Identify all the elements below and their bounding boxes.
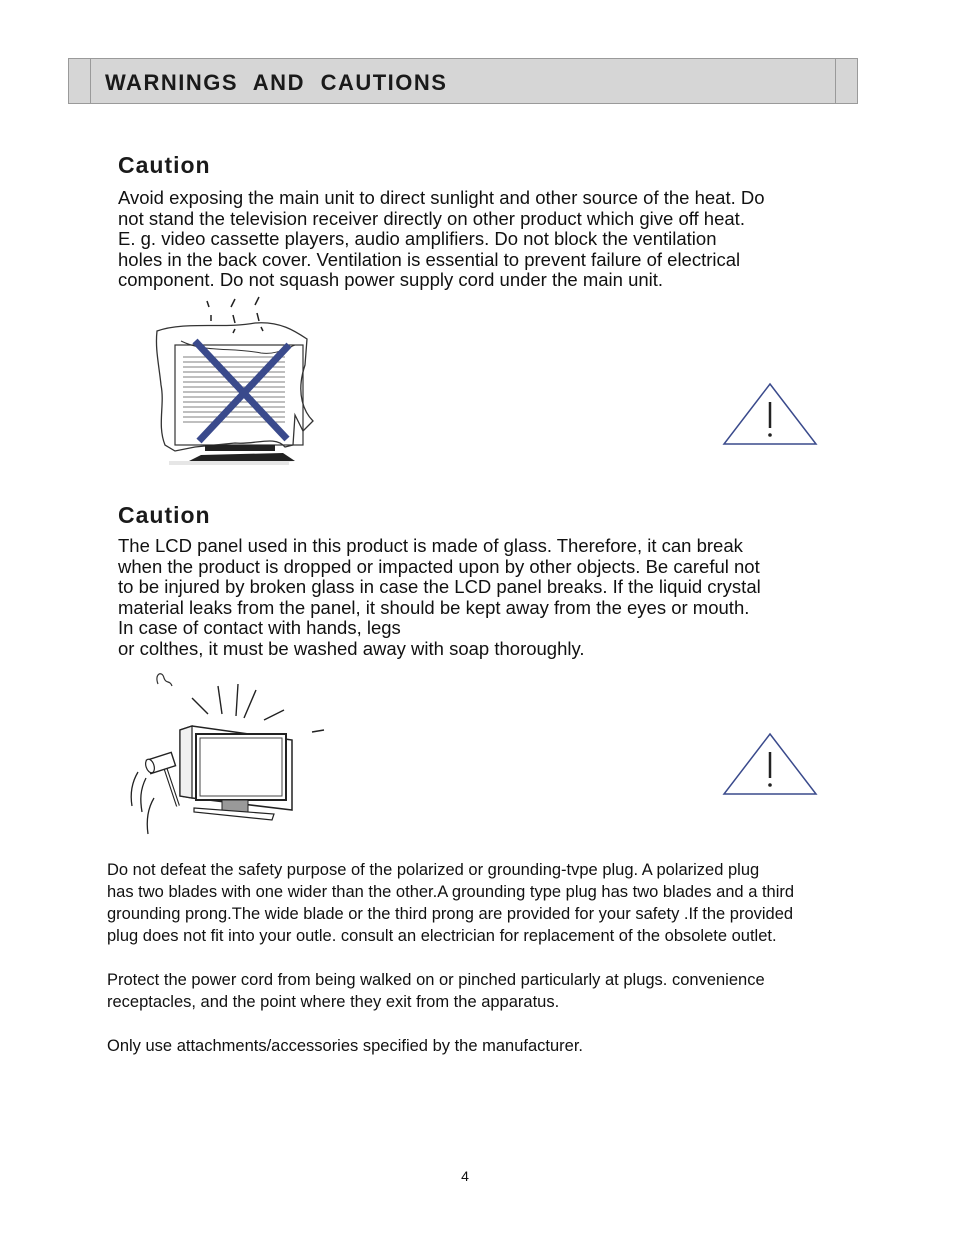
caution-heading-glass: Caution bbox=[118, 502, 211, 528]
page-number: 4 bbox=[461, 1168, 469, 1184]
text-line: or colthes, it must be washed away with soap thoroughly. bbox=[118, 637, 585, 659]
text-line: to be injured by broken glass in case the LCD panel breaks. If the liquid crystal bbox=[118, 576, 761, 598]
text-line: Do not defeat the safety purpose of the polarized or grounding-tvpe plug. A polarized plug bbox=[107, 861, 760, 879]
hammer-hitting-tv-icon bbox=[124, 668, 334, 840]
text-line: holes in the back cover. Ventilation is essential to prevent failure of electrical bbox=[118, 248, 741, 270]
text-line: has two blades with one wider than the other.A grounding type plug has two blades and a third bbox=[107, 883, 795, 901]
text-line: In case of contact with hands, legs bbox=[118, 617, 401, 639]
heat-marks-icon bbox=[207, 297, 263, 333]
caution-text-heat bbox=[118, 188, 848, 291]
caution-heading-heat: Caution bbox=[118, 152, 211, 178]
text-line: when the product is dropped or impacted upon by other objects. Be careful not bbox=[118, 555, 760, 577]
warning-triangle-icon bbox=[722, 382, 818, 446]
text-line: E. g. video cassette players, audio amplifiers. Do not block the ventilation bbox=[118, 228, 717, 250]
text-line: Protect the power cord from being walked on or pinched particularly at plugs. convenience bbox=[107, 971, 765, 989]
note-polarized-plug bbox=[107, 859, 907, 947]
caution-text-glass bbox=[118, 536, 848, 660]
text-line: The LCD panel used in this product is made of glass. Therefore, it can break bbox=[118, 535, 743, 556]
text-line: plug does not fit into your outle. consult an electrician for replacement of the obsolete outlet. bbox=[107, 927, 777, 945]
warning-triangle-icon bbox=[722, 732, 818, 796]
text-line: component. Do not squash power supply cord under the main unit. bbox=[118, 269, 664, 291]
text-line: receptacles, and the point where they exit from the apparatus. bbox=[107, 993, 560, 1011]
hammer-icon bbox=[144, 752, 178, 806]
text-line: grounding prong.The wide blade or the third prong are provided for your safety .If the provided bbox=[107, 905, 794, 923]
covered-tv-crossed-icon bbox=[135, 295, 325, 470]
section-header-bar bbox=[68, 58, 858, 104]
note-attachments bbox=[107, 1035, 907, 1057]
page-title: WARNINGS AND CAUTIONS bbox=[105, 70, 448, 95]
text-line: material leaks from the panel, it should be kept away from the eyes or mouth. bbox=[118, 596, 750, 618]
text-line: not stand the television receiver directly on other product which give off heat. bbox=[118, 207, 745, 229]
text-line: Avoid exposing the main unit to direct sunlight and other source of the heat. Do bbox=[118, 187, 765, 208]
text-line: Only use attachments/accessories specified by the manufacturer. bbox=[107, 1037, 583, 1055]
note-power-cord bbox=[107, 969, 907, 1013]
